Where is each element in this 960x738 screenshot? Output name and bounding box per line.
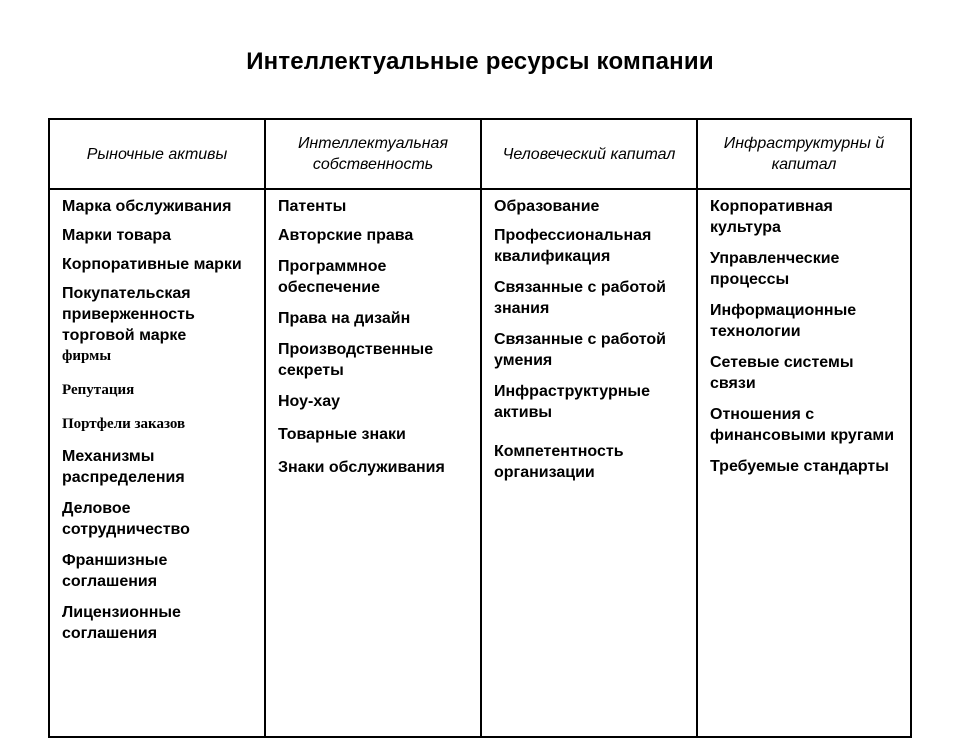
list-item: Инфраструктурные активы: [494, 383, 650, 421]
column-header: Рыночные активы: [50, 120, 264, 190]
list-item: Товарные знаки: [278, 426, 406, 443]
list-item: Сетевые системы связи: [710, 354, 854, 392]
list-item: Отношения с финансовыми кругами: [710, 406, 895, 444]
list-item: фирмы: [62, 348, 112, 364]
column-human-capital: [482, 120, 698, 736]
page-title: Интеллектуальные ресурсы компании: [246, 48, 714, 75]
list-item: Покупательская приверженность торговой марке: [62, 285, 195, 344]
list-item: Профессиональная квалификация: [494, 227, 652, 265]
list-item: Корпоративные марки: [62, 256, 242, 273]
column-header: Человеческий капитал: [482, 120, 696, 190]
list-item: Репутация: [62, 382, 135, 398]
resources-table: [48, 118, 912, 738]
list-item: Знаки обслуживания: [278, 459, 445, 476]
list-item: Связанные с работой знания: [494, 279, 666, 317]
column-body: [698, 190, 910, 477]
column-body: [50, 190, 264, 644]
list-item: Права на дизайн: [278, 310, 411, 327]
list-item: Лицензионные соглашения: [62, 604, 181, 642]
list-item: Франшизные соглашения: [62, 552, 168, 590]
column-market-assets: [50, 120, 266, 736]
list-item: Корпоративная культура: [710, 198, 833, 236]
list-item: Производственные секреты: [278, 341, 434, 379]
column-header: Инфраструктурны й капитал: [698, 120, 910, 190]
list-item: Механизмы распределения: [62, 448, 185, 486]
list-item: Программное обеспечение: [278, 258, 387, 296]
column-body: [266, 190, 480, 478]
list-item: Патенты: [278, 198, 347, 215]
list-item: Марки товара: [62, 227, 172, 244]
list-item: Марка обслуживания: [62, 198, 232, 215]
column-infrastructure-capital: [698, 120, 910, 736]
list-item: Портфели заказов: [62, 416, 186, 432]
list-item: Деловое сотрудничество: [62, 500, 190, 538]
list-item: Требуемые стандарты: [710, 458, 889, 475]
list-item: Управленческие процессы: [710, 250, 840, 288]
column-header: Интеллектуальная собственность: [266, 120, 480, 190]
column-intellectual-property: [266, 120, 482, 736]
list-item: Ноу-хау: [278, 393, 341, 410]
list-item: Образование: [494, 198, 600, 215]
column-body: [482, 190, 696, 483]
list-item: Авторские права: [278, 227, 414, 244]
list-item: Компетентность организации: [494, 443, 624, 481]
list-item: Связанные с работой умения: [494, 331, 666, 369]
list-item: Информационные технологии: [710, 302, 857, 340]
